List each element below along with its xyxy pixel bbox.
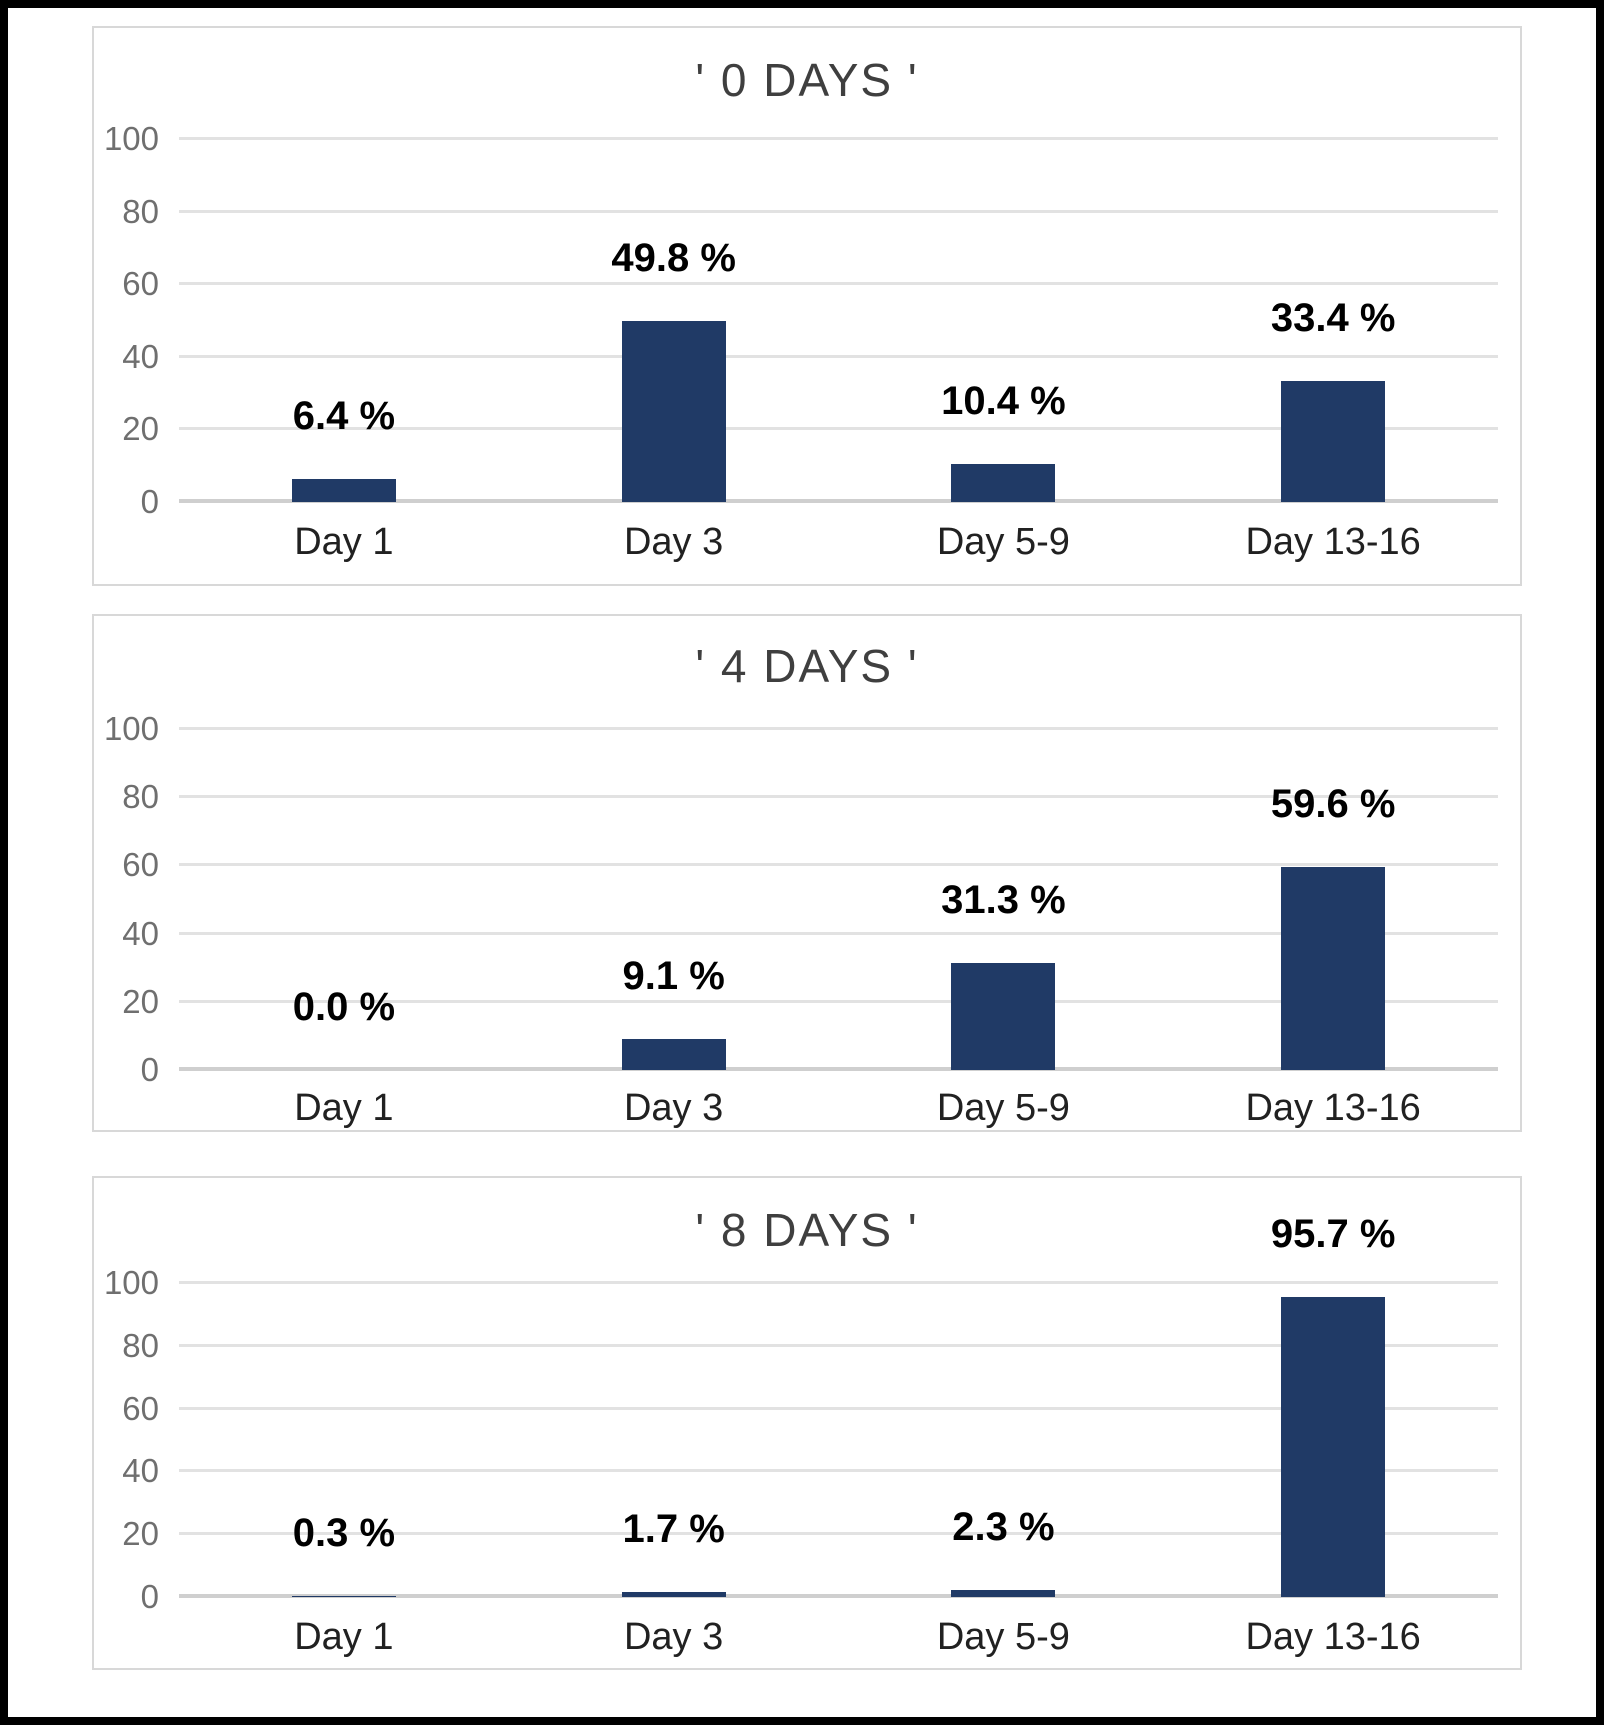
y-axis-tick-label: 60 [122,846,159,884]
gridline [179,727,1498,730]
x-axis [179,1613,1498,1661]
bar-value-label: 33.4 % [1270,295,1396,340]
charts-container [8,8,1596,1670]
chart-title: ' 8 DAYS ' [695,1204,919,1256]
y-axis-tick-label: 80 [122,192,159,230]
bar-value-label: 0.3 % [292,1511,396,1556]
plot-area [103,710,1498,1088]
chart-panel [92,614,1522,1132]
y-axis-tick-label: 40 [122,1452,159,1490]
bar [1281,381,1385,502]
x-axis-label: Day 1 [294,1087,394,1129]
x-axis-label: Day 13-16 [1245,521,1421,563]
y-axis-tick-label: 0 [140,1578,159,1615]
y-axis-tick-label: 100 [103,1264,159,1301]
x-axis [179,1084,1498,1132]
y-axis-tick-label: 40 [122,914,159,952]
x-axis-label: Day 3 [623,1616,724,1658]
bar [622,1592,726,1597]
y-axis-tick-label: 100 [103,120,159,157]
bar-value-label: 2.3 % [952,1504,1055,1549]
x-axis-label: Day 5-9 [936,1087,1070,1129]
bar [951,963,1055,1070]
x-axis-label: Day 13-16 [1245,1087,1421,1129]
y-axis-tick-label: 0 [140,483,159,520]
chart-title: ' 0 DAYS ' [695,54,919,106]
x-axis-label: Day 13-16 [1245,1616,1421,1658]
bar [951,1590,1055,1597]
bar-value-label: 10.4 % [941,379,1066,424]
gridline [179,1281,1498,1284]
bar [622,321,726,502]
bar-value-label: 95.7 % [1270,1211,1396,1256]
bar-value-label: 49.8 % [611,236,736,281]
x-axis [179,518,1498,566]
bar [292,479,396,502]
y-axis-tick-label: 40 [122,337,159,375]
chart-panel [92,1176,1522,1670]
plot-area [103,120,1498,520]
gridline [179,355,1498,358]
bar-value-label: 31.3 % [941,878,1066,923]
x-axis-label: Day 3 [623,521,724,563]
chart-panel [92,26,1522,586]
bar [1281,867,1385,1070]
x-axis-label: Day 1 [294,521,394,563]
y-axis-tick-label: 60 [122,1389,159,1427]
bar-value-label: 6.4 % [292,393,396,438]
gridline [179,210,1498,213]
y-axis-tick-label: 20 [122,982,159,1020]
bar-value-label: 0.0 % [292,985,396,1029]
bar-value-label: 9.1 % [622,953,725,998]
bar [1281,1297,1385,1597]
bar [951,464,1055,502]
bar-value-label: 1.7 % [622,1506,725,1551]
y-axis-tick-label: 80 [122,1326,159,1364]
bar [292,1596,396,1597]
x-axis-label: Day 3 [623,1087,724,1129]
y-axis-tick-label: 20 [122,410,159,448]
gridline [179,137,1498,140]
chart-title: ' 4 DAYS ' [695,640,919,692]
x-axis-label: Day 5-9 [936,1616,1070,1658]
gridline [179,282,1498,285]
y-axis-tick-label: 20 [122,1515,159,1553]
y-axis-tick-label: 80 [122,778,159,816]
bar [622,1039,726,1070]
x-axis-label: Day 1 [294,1616,394,1658]
y-axis-tick-label: 60 [122,265,159,303]
y-axis-tick-label: 0 [140,1051,159,1088]
x-axis-label: Day 5-9 [936,521,1070,563]
bar-value-label: 59.6 % [1270,781,1396,826]
y-axis-tick-label: 100 [103,710,159,747]
